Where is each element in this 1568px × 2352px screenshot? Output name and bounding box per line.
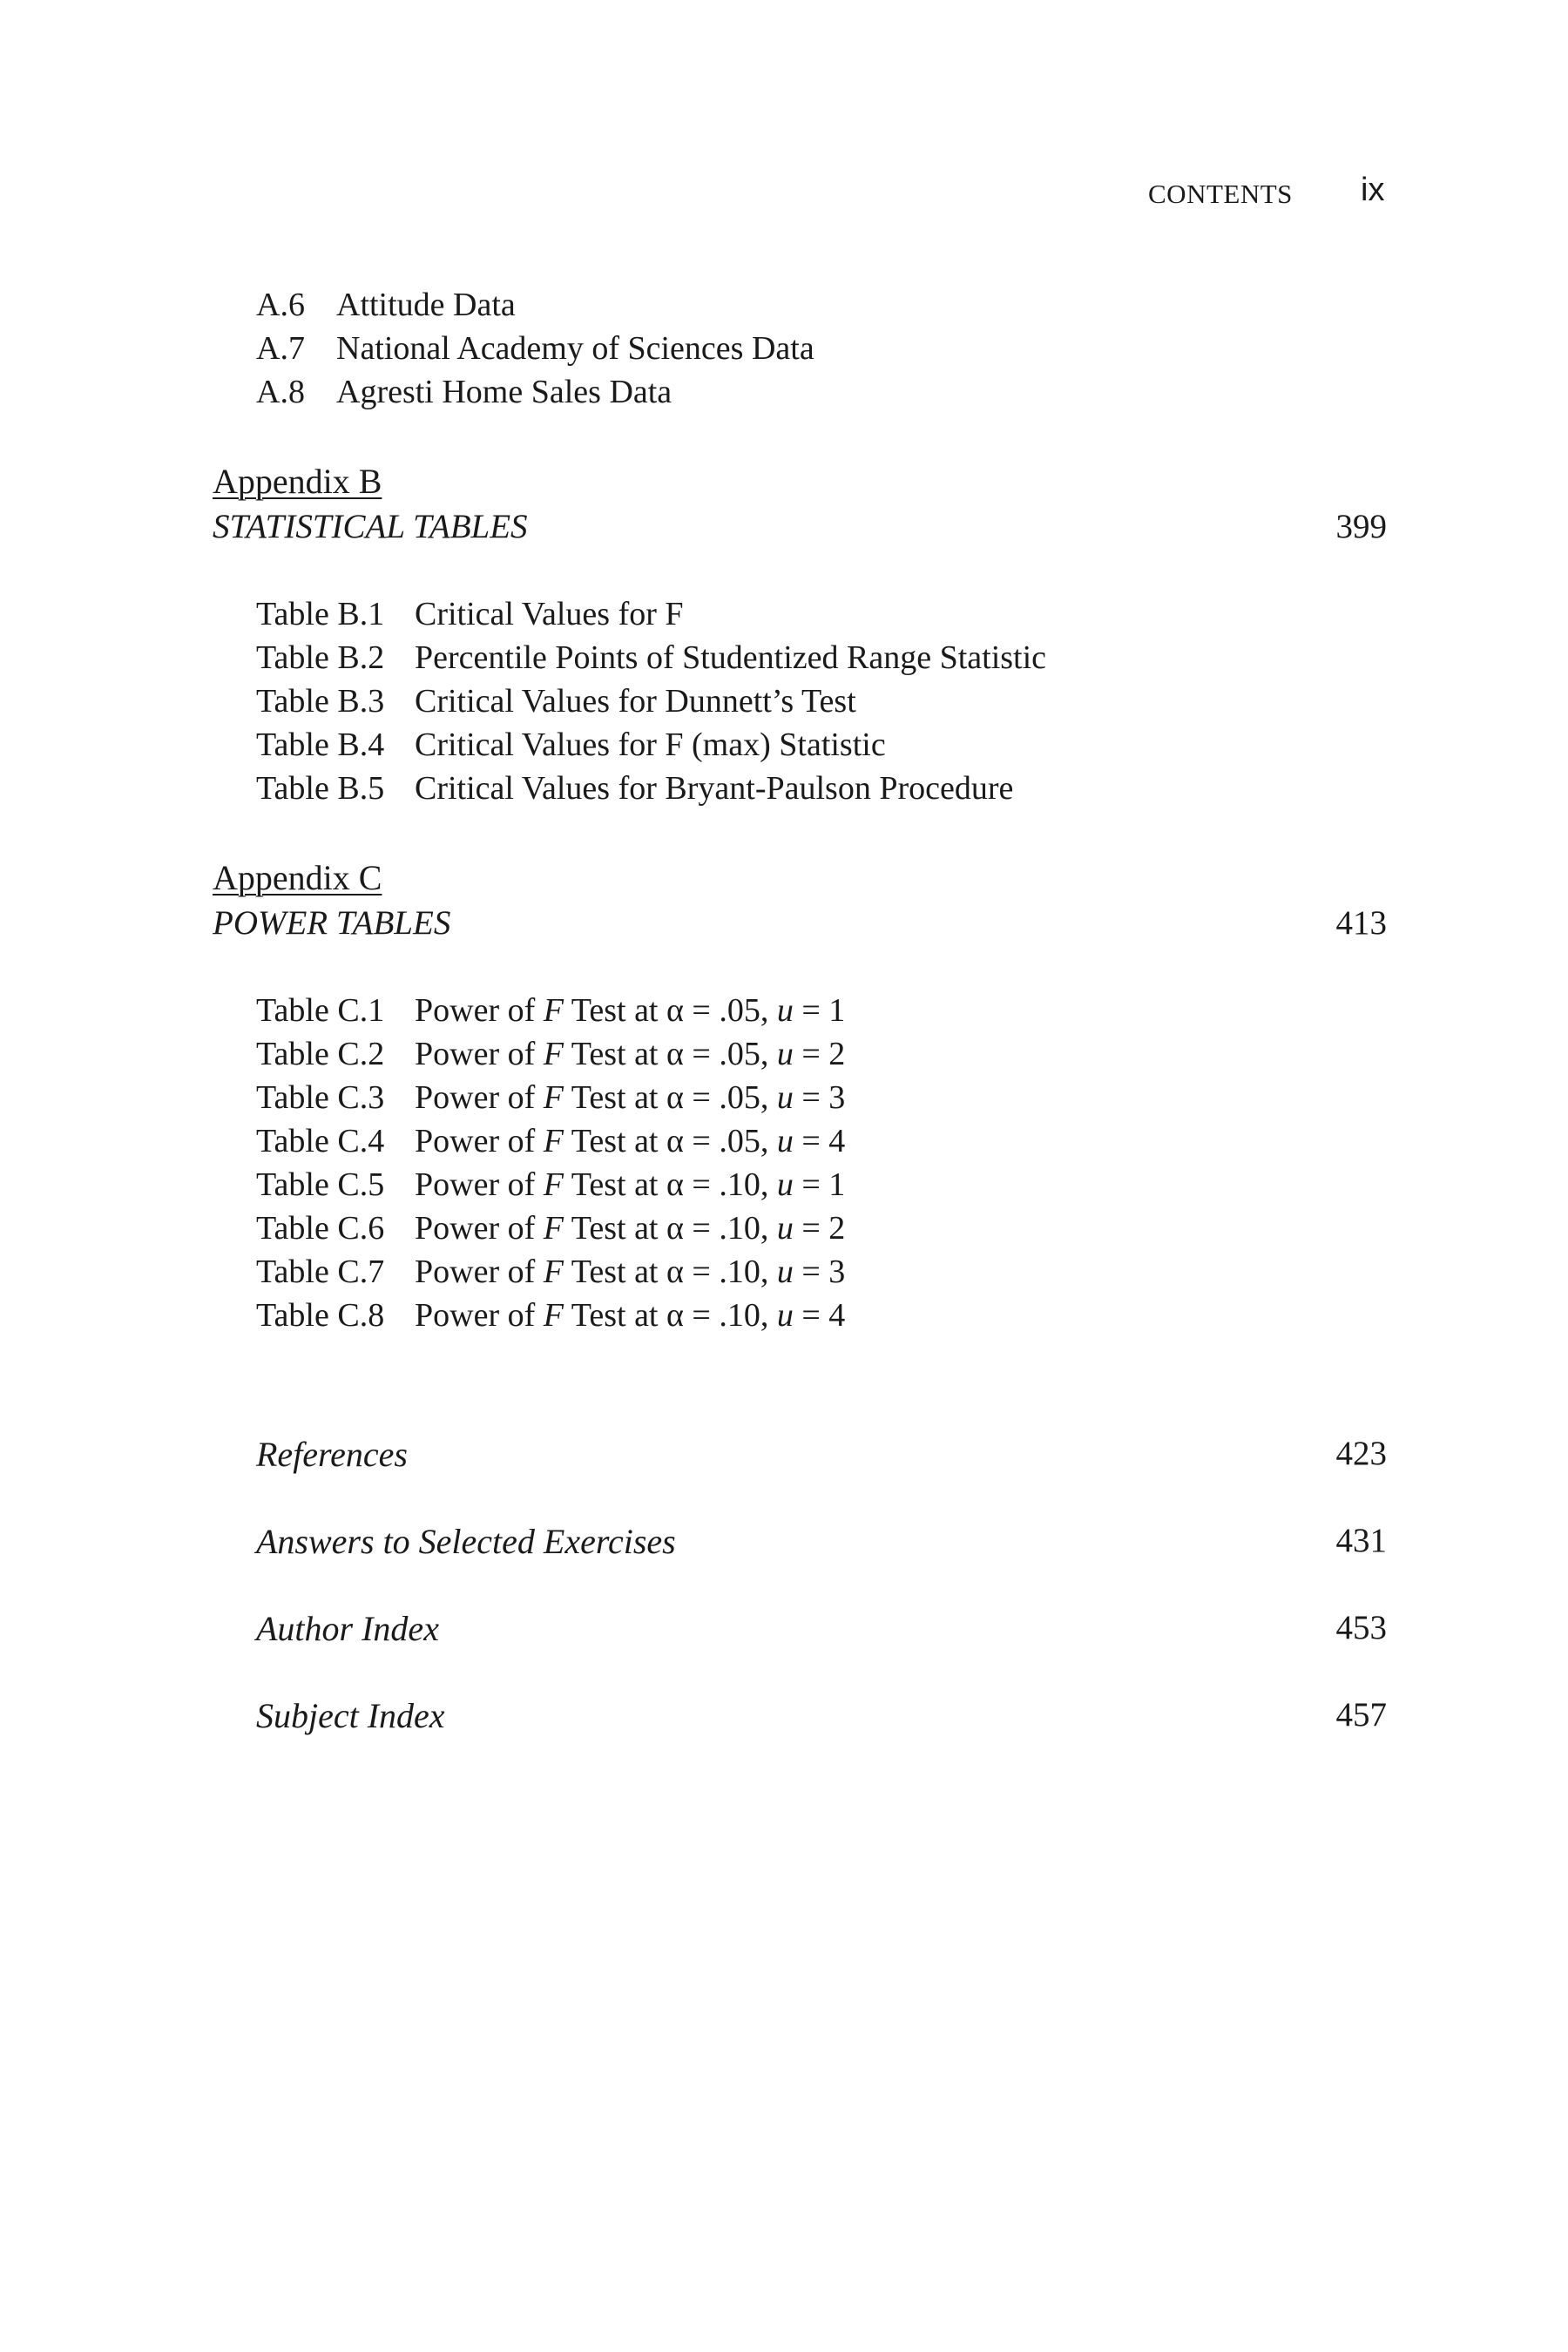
- table-title[interactable]: Percentile Points of Studentized Range Statistic: [415, 639, 1047, 676]
- table-title[interactable]: Power of F Test at α = .05, u = 1: [415, 992, 846, 1029]
- table-title[interactable]: Power of F Test at α = .10, u = 2: [415, 1210, 846, 1247]
- toc-entry-title[interactable]: National Academy of Sciences Data: [336, 330, 814, 367]
- appendix-b-page: 399: [1335, 508, 1387, 545]
- back-matter-page: 423: [1335, 1435, 1387, 1472]
- running-header-page-number: ix: [1361, 172, 1385, 208]
- appendix-b-title[interactable]: STATISTICAL TABLES: [213, 508, 528, 545]
- table-number: Table C.1: [256, 992, 385, 1029]
- entry-number: A.6: [256, 287, 305, 323]
- back-matter-page: 457: [1335, 1696, 1387, 1734]
- toc-entry[interactable]: [256, 288, 305, 321]
- table-number: Table B.5: [256, 770, 385, 807]
- entry-number: A.7: [256, 330, 305, 367]
- table-number: Table C.8: [256, 1297, 385, 1334]
- appendix-c-title[interactable]: POWER TABLES: [213, 904, 451, 942]
- table-title[interactable]: Critical Values for Dunnett’s Test: [415, 683, 856, 720]
- back-matter-page: 431: [1335, 1522, 1387, 1559]
- table-title[interactable]: Power of F Test at α = .10, u = 1: [415, 1166, 846, 1203]
- back-matter-title-author-index[interactable]: Author Index: [256, 1609, 439, 1648]
- back-matter-title-answers[interactable]: Answers to Selected Exercises: [256, 1522, 676, 1561]
- table-title[interactable]: Critical Values for F (max) Statistic: [415, 727, 886, 763]
- toc-entry[interactable]: [256, 332, 305, 365]
- table-title[interactable]: Power of F Test at α = .05, u = 3: [415, 1079, 846, 1116]
- table-title[interactable]: Power of F Test at α = .10, u = 3: [415, 1254, 846, 1290]
- back-matter-page: 453: [1335, 1609, 1387, 1646]
- appendix-b-label[interactable]: Appendix B: [213, 462, 382, 501]
- toc-entry-title[interactable]: Attitude Data: [336, 287, 516, 323]
- table-number: Table C.4: [256, 1123, 385, 1159]
- appendix-c-page: 413: [1335, 904, 1387, 942]
- table-title[interactable]: Power of F Test at α = .05, u = 4: [415, 1123, 846, 1159]
- table-number: Table C.3: [256, 1079, 385, 1116]
- entry-number: A.8: [256, 374, 305, 410]
- back-matter-title-references[interactable]: References: [256, 1435, 408, 1474]
- table-number: Table B.1: [256, 596, 385, 632]
- table-title[interactable]: Critical Values for F: [415, 596, 684, 632]
- table-title[interactable]: Power of F Test at α = .05, u = 2: [415, 1036, 846, 1072]
- table-title[interactable]: Power of F Test at α = .10, u = 4: [415, 1297, 846, 1334]
- table-number: Table C.2: [256, 1036, 385, 1072]
- table-number: Table C.6: [256, 1210, 385, 1247]
- table-number: Table B.4: [256, 727, 385, 763]
- table-title[interactable]: Critical Values for Bryant-Paulson Procedure: [415, 770, 1014, 807]
- table-number: Table B.2: [256, 639, 385, 676]
- table-number: Table B.3: [256, 683, 385, 720]
- running-header-label: CONTENTS: [1148, 179, 1293, 209]
- toc-entry[interactable]: [256, 375, 305, 409]
- toc-entry-title[interactable]: Agresti Home Sales Data: [336, 374, 672, 410]
- appendix-c-label[interactable]: Appendix C: [213, 858, 382, 897]
- table-number: Table C.5: [256, 1166, 385, 1203]
- table-number: Table C.7: [256, 1254, 385, 1290]
- back-matter-title-subject-index[interactable]: Subject Index: [256, 1696, 445, 1735]
